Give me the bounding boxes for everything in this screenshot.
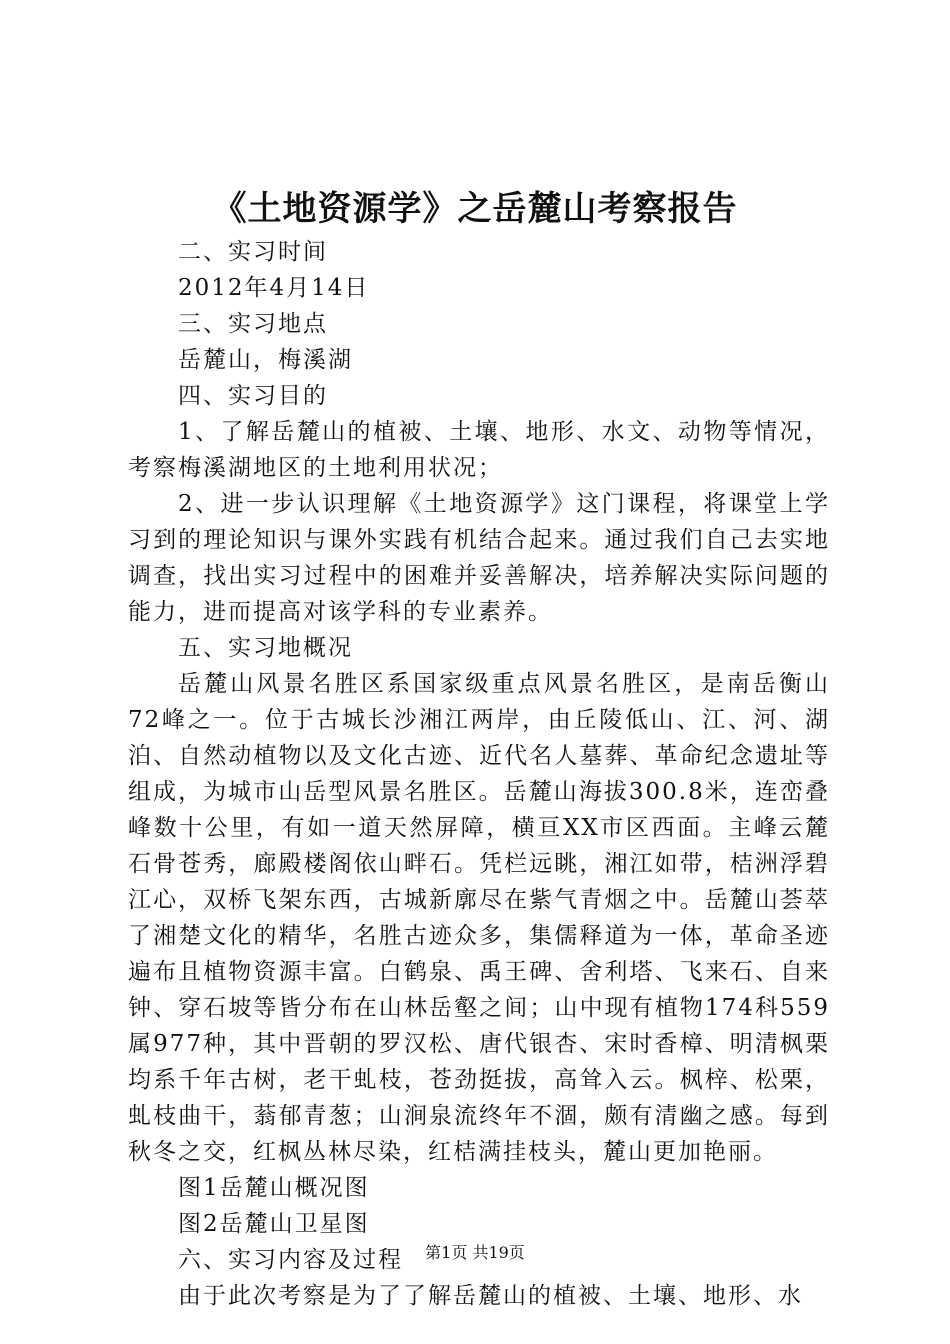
section-2-heading: 二、实习时间 — [178, 239, 328, 265]
practice-location: 岳麓山，梅溪湖 — [178, 347, 353, 373]
section-4-heading: 四、实习目的 — [178, 383, 328, 409]
document-title: 《土地资源学》之岳麓山考察报告 — [212, 189, 738, 229]
purpose-item-1: 1、了解岳麓山的植被、土壤、地形、水文、动物等情况，考察梅溪湖地区的土地利用状况； — [128, 419, 830, 481]
section-3-heading: 三、实习地点 — [178, 311, 328, 337]
figure-1-caption: 图1岳麓山概况图 — [178, 1175, 370, 1201]
figure-2-caption: 图2岳麓山卫星图 — [178, 1211, 370, 1237]
section-6-paragraph: 由于此次考察是为了了解岳麓山的植被、土壤、地形、水 — [178, 1283, 803, 1309]
practice-date: 2012年4月14日 — [178, 275, 370, 301]
document-body — [128, 234, 830, 1314]
purpose-item-2: 2、进一步认识理解《土地资源学》这门课程，将课堂上学习到的理论知识与课外实践有机结合起来。通过我们自己去实地调查，找出实习过程中的困难并妥善解决，培养解决实际问题的能力，进而提高对该学科的专业素养。 — [128, 491, 830, 625]
section-6-heading: 六、实习内容及过程 — [178, 1247, 403, 1273]
section-5-heading: 五、实习地概况 — [178, 635, 353, 661]
page-number-footer: 第1页 共19页 — [425, 1243, 525, 1262]
site-overview-paragraph: 岳麓山风景名胜区系国家级重点风景名胜区，是南岳衡山72峰之一。位于古城长沙湘江两岸，由丘陵低山、江、河、湖泊、自然动植物以及文化古迹、近代名人墓葬、革命纪念遗址等组成，为城市山岳型风景名胜区。岳麓山海拔300.8米，连峦叠峰数十公里，有如一道天然屏障，横亘XX市区西面。主峰云麓石骨苍秀，廊殿楼阁依山畔石。凭栏远眺，湘江如带，桔洲浮碧江心，双桥飞架东西，古城新廓尽在紫气青烟之中。岳麓山荟萃了湘楚文化的精华，名胜古迹众多，集儒释道为一体，革命圣迹遍布且植物资源丰富。白鹤泉、禹王碑、舍利塔、飞来石、自来钟、穿石坡等皆分布在山林岳壑之间；山中现有植物174科559属977种，其中晋朝的罗汉松、唐代银杏、宋时香樟、明清枫栗均系千年古树，老干虬枝，苍劲挺拔，高耸入云。枫梓、松栗，虬枝曲干，蓊郁青葱；山涧泉流终年不涸，颇有清幽之感。每到秋冬之交，红枫丛林尽染，红桔满挂枝头，麓山更加艳丽。 — [128, 671, 830, 1165]
